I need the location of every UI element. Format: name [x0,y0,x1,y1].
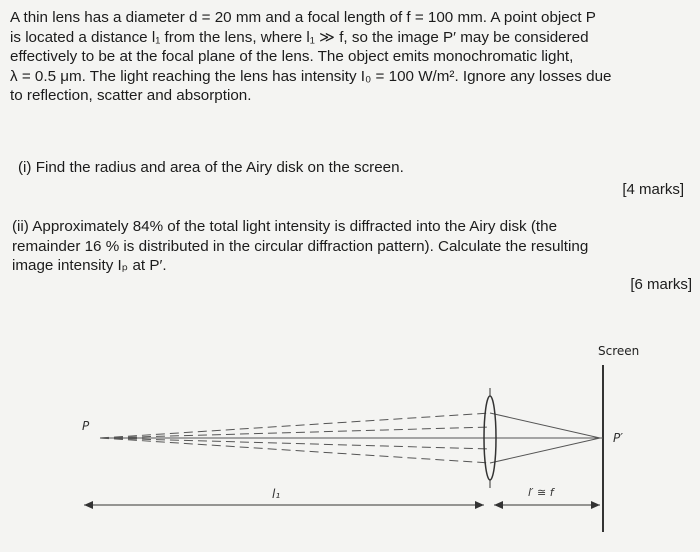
object-label: P [82,419,90,433]
intro-line: A thin lens has a diameter d = 20 mm and a focal length of f = 100 mm. A point object P [10,9,596,26]
ray-converge-top [490,413,600,438]
ray-top [100,413,490,438]
distance-l1-arrow-left [84,501,93,509]
distance-image-label: l′ ≅ f [528,486,554,499]
question-ii [12,217,690,276]
distance-image-arrow-right [591,501,600,509]
question-i: (i) Find the radius and area of the Airy disk on the screen. [18,159,404,176]
question-ii-marks: [6 marks] [630,276,692,293]
screen-label: Screen [598,344,640,358]
intro-line: λ = 0.5 μm. The light reaching the lens has intensity I₀ = 100 W/m². Ignore any losses due [10,67,612,85]
optics-diagram [0,330,700,552]
ray-lower [100,438,490,449]
ray-converge-bottom [490,438,600,463]
intro-line: is located a distance l₁ from the lens, where l₁ ≫ f, so the image P′ may be considered [10,28,589,46]
question-i-marks: [4 marks] [622,181,684,198]
question-ii-line: remainder 16 % is distributed in the circular diffraction pattern). Calculate the resulting [12,237,589,255]
distance-l1-arrow-right [475,501,484,509]
problem-statement [10,8,692,106]
intro-line: effectively to be at the focal plane of the lens. The object emits monochromatic light, [10,48,574,65]
question-ii-line: image intensity Iₚ at P′. [12,257,167,274]
ray-upper [100,427,490,438]
image-label: P′ [613,431,623,445]
distance-l1-label: l₁ [272,487,281,501]
question-ii-line: (ii) Approximately 84% of the total light intensity is diffracted into the Airy disk (the [12,218,558,235]
distance-image-arrow-left [494,501,503,509]
intro-line: to reflection, scatter and absorption. [10,87,252,104]
ray-bottom [100,438,490,463]
